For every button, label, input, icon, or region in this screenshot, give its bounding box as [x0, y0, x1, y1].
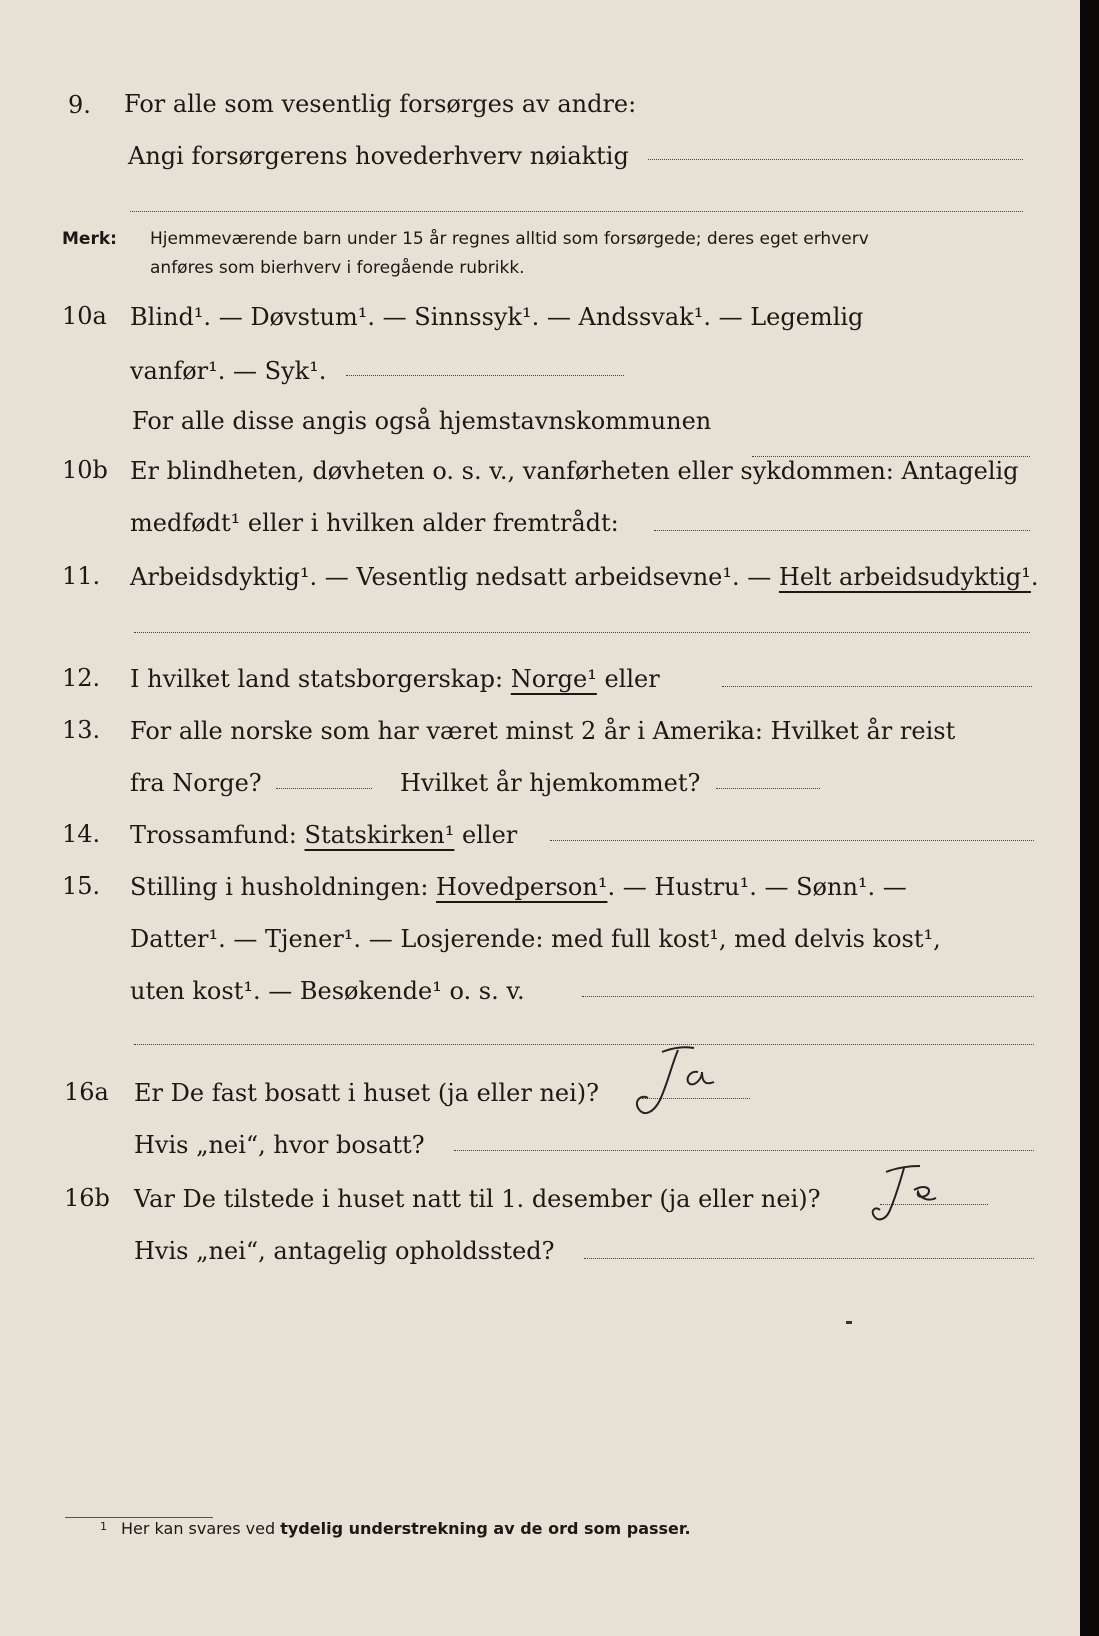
q9-line1: For alle som vesentlig forsørges av andre: [124, 90, 637, 118]
footnote-text-bold: tydelig understrekning av de ord som passer. [280, 1519, 691, 1538]
item-number-10a: 10a [62, 302, 107, 330]
q15-part1: Stilling i husholdningen: [130, 873, 437, 901]
q12-part2: eller [596, 665, 660, 693]
q11-answer-line[interactable] [134, 632, 1030, 633]
q16a-line2: Hvis „nei“, hvor bosatt? [134, 1131, 425, 1159]
q10a-line1: Blind¹. — Døvstum¹. — Sinnssyk¹. — Andssvak¹. — Legemlig [130, 303, 864, 331]
item-number-11: 11. [62, 562, 101, 590]
q10a-answer-line[interactable] [346, 375, 624, 376]
item-number-9: 9. [68, 91, 91, 119]
q14-underlined-answer: Statskirken¹ [304, 821, 455, 849]
item-number-16b: 16b [64, 1184, 110, 1212]
item-number-14: 14. [62, 820, 101, 848]
footnote-rule [65, 1517, 213, 1518]
q15-line2: Datter¹. — Tjener¹. — Losjerende: med full kost¹, med delvis kost¹, [130, 925, 941, 953]
q15-underlined-answer: Hovedperson¹ [436, 873, 608, 901]
q13-reist-answer-line[interactable] [276, 788, 372, 789]
q11-part1: Arbeidsdyktig¹. — Vesentlig nedsatt arbeidsevne¹. — [130, 563, 779, 591]
q12-answer-line[interactable] [722, 686, 1032, 687]
q13-hjemkommet-answer-line[interactable] [716, 788, 820, 789]
q16b-opholdssted-answer-line[interactable] [584, 1258, 1034, 1259]
item-number-16a: 16a [64, 1078, 109, 1106]
merk-label: Merk: [62, 229, 117, 249]
q10a-line3: For alle disse angis også hjemstavnskommunen [132, 407, 712, 435]
q10a-line2: vanfør¹. — Syk¹. [130, 357, 327, 385]
item-number-12: 12. [62, 664, 101, 692]
q11-underlined-answer: Helt arbeidsudyktig¹ [778, 563, 1031, 591]
q13-line1: For alle norske som har været minst 2 år i Amerika: Hvilket år reist [130, 717, 956, 745]
q15-answer-line[interactable] [582, 996, 1034, 997]
ink-speck [846, 1321, 852, 1324]
q10b-answer-line[interactable] [654, 530, 1030, 531]
q11-text [130, 562, 1039, 592]
q11-part2: . [1030, 563, 1039, 591]
q16a-line1: Er De fast bosatt i huset (ja eller nei)? [134, 1079, 600, 1107]
q9-answer-line[interactable] [648, 159, 1023, 160]
q15-line3: uten kost¹. — Besøkende¹ o. s. v. [130, 977, 525, 1005]
q12-text [130, 664, 660, 694]
q13-line2b: Hvilket år hjemkommet? [400, 769, 701, 797]
merk-line2: anføres som bierhverv i foregående rubrikk. [150, 258, 525, 278]
footnote-text: Her kan svares ved [121, 1519, 281, 1538]
q15-line1 [130, 872, 907, 902]
q9-line2: Angi forsørgerens hovederhverv nøiaktig [128, 142, 629, 170]
q15-answer-line-2[interactable] [134, 1044, 1034, 1045]
q10b-line1: Er blindheten, døvheten o. s. v., vanførheten eller sykdommen: Antagelig [130, 457, 1019, 485]
q14-part2: eller [454, 821, 518, 849]
footnote [100, 1519, 691, 1538]
q14-part1: Trossamfund: [130, 821, 305, 849]
q12-underlined-answer: Norge¹ [510, 665, 597, 693]
q15-part2: . — Hustru¹. — Sønn¹. — [607, 873, 907, 901]
handwritten-ja-16a [632, 1042, 752, 1132]
q14-answer-line[interactable] [550, 840, 1034, 841]
q12-part1: I hvilket land statsborgerskap: [130, 665, 511, 693]
item-number-13: 13. [62, 716, 101, 744]
q16a-bosatt-answer-line[interactable] [454, 1150, 1034, 1151]
merk-line1: Hjemmeværende barn under 15 år regnes alltid som forsørgede; deres eget erhverv [150, 229, 869, 249]
q9-answer-line-2[interactable] [130, 211, 1023, 212]
handwritten-ja-16b [866, 1162, 976, 1242]
item-number-10b: 10b [62, 456, 108, 484]
q13-line2a: fra Norge? [130, 769, 262, 797]
q16b-line2: Hvis „nei“, antagelig opholdssted? [134, 1237, 555, 1265]
q10b-line2: medfødt¹ eller i hvilken alder fremtrådt: [130, 509, 619, 537]
footnote-mark: 1 [100, 1520, 107, 1533]
item-number-15: 15. [62, 872, 101, 900]
q16b-line1: Var De tilstede i huset natt til 1. desember (ja eller nei)? [134, 1185, 821, 1213]
q14-text [130, 820, 517, 850]
